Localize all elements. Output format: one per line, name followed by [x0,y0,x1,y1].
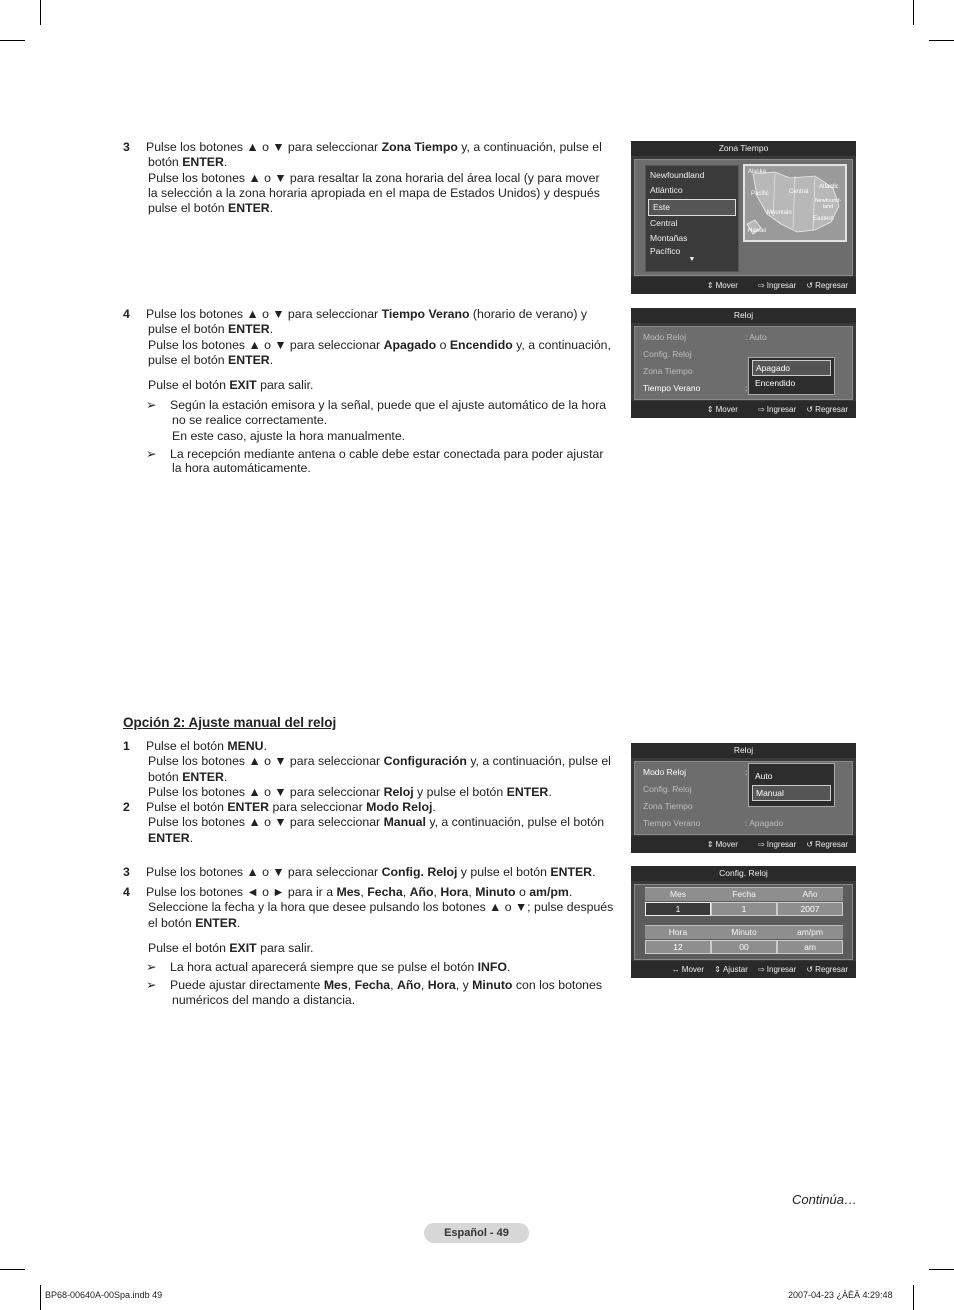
step-2-modo-reloj [123,800,613,846]
text: Pulse los botones ▲ o ▼ para seleccionar [146,307,382,321]
field-ano[interactable] [777,887,843,916]
text: el botón [148,915,196,930]
field-label: Minuto [711,925,777,939]
enter-label: Ingresar [766,965,797,974]
text: numéricos del mando a distancia. [172,992,356,1007]
osd-reloj-verano [631,308,856,418]
text: . [269,322,274,337]
text: y, a continuación, pulse el botón [425,815,605,830]
text: botón [148,155,183,170]
timezone-item[interactable]: Newfoundland [650,170,705,180]
option-selected[interactable]: Manual [752,785,831,801]
text-bold: Manual [383,815,426,830]
text: , [360,885,368,899]
text: para seleccionar [269,800,367,814]
text: y, a continuación, pulse el [466,754,611,769]
text: y, a continuación, pulse el [457,140,602,154]
text: pulse el botón [148,352,228,367]
text: . [263,739,267,753]
timezone-map [743,164,847,242]
osd-panel [634,326,853,400]
map-label: Pacific [751,191,769,197]
note [146,398,613,444]
arrow-icon: ➢ [146,960,157,975]
text: Pulse el botón [148,940,230,955]
text: Pulse el botón [148,378,230,393]
text: Pulse los botones ▲ o ▼ para resaltar la zona horaria del área local (y para mover [148,170,600,185]
timezone-item[interactable]: Pacífico [650,246,681,257]
arrow-icon: ➢ [146,447,157,462]
option[interactable]: Auto [755,771,773,781]
text: y pulse el botón [457,865,551,879]
note [146,978,613,1006]
text: no se realice correctamente. [172,412,328,427]
text-bold: ENTER [550,865,593,879]
text: Pulse los botones ▲ o ▼ para seleccionar [148,337,384,352]
map-label: Mountain [767,210,792,216]
step-4-tiempo-verano [123,307,613,475]
field-mes[interactable] [645,887,711,916]
text-bold: MENU [227,739,264,753]
timezone-item[interactable]: Central [650,217,678,228]
text: Según la estación emisora y la señal, puede que el ajuste automático de la hora [170,398,607,413]
text-bold: Año [396,978,421,993]
text-bold: Tiempo Verano [381,307,470,321]
field-value[interactable]: 1 [645,902,711,916]
text: Pulse el botón [146,739,228,753]
text: Pulse los botones ▲ o ▼ para seleccionar [148,784,384,799]
osd-footer [631,961,856,978]
page-number: Español - 49 [424,1223,529,1243]
adjust-icon: ⇕ [714,965,721,974]
menu-colon: : [745,383,748,393]
move-label: Mover [681,965,705,974]
enter-icon: ⇨ [758,405,765,414]
text-bold: Reloj [383,784,414,799]
move-icon: ⇕ [706,405,714,414]
text: o [515,885,530,899]
text-bold: Configuración [383,754,467,769]
text: Pulse el botón [146,800,228,814]
menu-row[interactable]: Zona Tiempo [643,366,693,376]
text: para salir. [256,378,314,393]
text: . [592,865,596,879]
crop-mark [929,1269,954,1270]
text: , [420,978,428,993]
text-bold: ENTER [228,201,270,216]
osd-title: Reloj [631,308,856,323]
back-label: Regresar [815,281,848,290]
map-label: Atlantic [819,184,839,190]
print-date-info: 2007-04-23 ¿ÀÈÄ 4:29:48 [788,1290,893,1300]
text-bold: Fecha [354,978,391,993]
field-value[interactable]: 00 [711,940,777,954]
back-icon: ↺ [806,281,814,290]
back-label: Regresar [815,840,848,849]
text: pulse el botón [148,322,228,337]
field-value[interactable]: 2007 [777,902,843,916]
timezone-item[interactable]: Montañas [650,233,688,244]
text: pulse el botón [148,201,228,216]
text: para salir. [256,940,314,955]
map-label: Alaska [748,169,767,175]
enter-label: Ingresar [766,840,797,849]
text: la selección a la zona horaria apropiada en el mapa de Estados Unidos) y después [148,185,600,200]
text: . [236,915,241,930]
text-bold: Minuto [475,885,516,899]
field-label: Fecha [711,887,777,901]
timezone-item[interactable]: Atlántico [650,185,683,196]
option[interactable]: Encendido [755,378,796,388]
text: , [390,978,397,993]
map-label: Newfound-land [814,198,842,210]
move-label: Mover [715,281,738,290]
text-bold: Zona Tiempo [381,140,458,154]
osd-footer [631,277,856,294]
field-label: Hora [645,925,711,939]
enter-icon: ⇨ [758,840,765,849]
timezone-list [645,165,739,272]
osd-footer [631,401,856,418]
text-bold: Minuto [472,978,513,993]
menu-row-active[interactable]: Modo Reloj [643,767,686,777]
enter-label: Ingresar [766,405,797,414]
text-bold: Encendido [449,337,513,352]
osd-title: Config. Reloj [631,866,856,881]
text: Pulse los botones ▲ o ▼ para seleccionar [148,754,384,769]
text: Pulse los botones ▲ o ▼ para seleccionar [148,815,384,830]
adjust-label: Ajustar [722,965,748,974]
text: . [223,769,228,784]
menu-row[interactable]: Config. Reloj [643,784,692,794]
field-value[interactable]: am [777,940,843,954]
step-number: 1 [123,739,130,753]
field-label: Mes [645,887,711,901]
enter-icon: ⇨ [758,965,765,974]
map-label: Central [789,189,809,195]
move-lr-icon: ↔ [671,965,680,974]
text-bold: Año [409,885,434,899]
osd-footer [631,836,856,853]
text: . [432,800,436,814]
field-label: Año [777,887,843,901]
crop-mark [929,40,954,41]
text: . [548,784,552,799]
arrow-icon: ➢ [146,398,157,413]
osd-panel [634,761,853,835]
step-number: 4 [123,307,130,321]
text: . [568,885,573,899]
text: . [189,830,194,845]
crop-mark [40,1285,41,1310]
text: y, a continuación, [512,337,611,352]
text: botón [148,769,183,784]
continued-label: Continúa… [791,1192,857,1207]
step-number: 3 [123,140,130,154]
text: . [269,201,274,216]
text-bold: Mes [336,885,361,899]
osd-title: Reloj [631,743,856,758]
back-icon: ↺ [806,965,814,974]
text: y pulse el botón [413,784,507,799]
text: , [468,885,476,899]
field-ampm[interactable] [777,925,843,954]
text-bold: INFO [477,960,507,975]
text-bold: Mes [323,978,348,993]
osd-reloj-modo [631,743,856,853]
text-bold: am/pm [529,885,569,899]
crop-mark [0,1269,25,1270]
menu-colon: : [745,767,748,777]
text: con los botones [512,978,603,993]
field-fecha[interactable] [711,887,777,916]
text-bold: Fecha [367,885,403,899]
menu-value: : Apagado [745,818,784,828]
enter-label: Ingresar [766,281,797,290]
text-bold: ENTER [148,830,190,845]
crop-mark [913,0,914,25]
step-number: 3 [123,865,130,879]
text: . [269,352,274,367]
move-label: Mover [715,840,738,849]
step-number: 2 [123,800,130,814]
step-3-config-reloj [123,865,613,880]
osd-title: Zona Tiempo [631,141,856,156]
options-popup [748,763,835,807]
text-bold: ENTER [506,784,549,799]
text: , y [455,978,473,993]
osd-panel [634,884,853,960]
osd-panel [634,159,853,276]
enter-icon: ⇨ [758,281,765,290]
text-bold: Hora [427,978,456,993]
text: Puede ajustar directamente [170,978,324,993]
field-label: am/pm [777,925,843,939]
text-bold: Modo Reloj [366,800,433,814]
text: . [507,960,511,975]
menu-row[interactable]: Tiempo Verano [643,818,701,828]
note [146,447,613,475]
text: Pulse los botones ▲ o ▼ para seleccionar [146,865,382,879]
text: o [436,337,450,352]
text: , [433,885,441,899]
text-bold: ENTER [182,155,224,170]
text-bold: ENTER [195,915,237,930]
menu-row[interactable]: Modo Reloj [643,332,686,342]
text: Pulse los botones ▲ o ▼ para seleccionar [146,140,382,154]
text-bold: ENTER [228,322,270,337]
text: , [402,885,410,899]
text: Seleccione la fecha y la hora que desee pulsando los botones ▲ o ▼; pulse después [148,900,614,915]
field-hora[interactable] [645,925,711,954]
step-4-ajuste-fecha [123,885,613,1007]
text: La hora actual aparecerá siempre que se pulse el botón [170,960,478,975]
text-bold: ENTER [228,352,270,367]
text-bold: Hora [440,885,469,899]
step-number: 4 [123,885,130,899]
menu-value: : Auto [745,332,767,342]
scroll-down-icon[interactable]: ▼ [688,256,696,264]
text: La recepción mediante antena o cable debe estar conectada para poder ajustar [170,447,604,462]
text: la hora automáticamente. [172,461,311,476]
text-bold: EXIT [229,378,257,393]
field-value[interactable]: 1 [711,902,777,916]
print-file-info: BP68-00640A-00Spa.indb 49 [45,1290,163,1300]
menu-row[interactable]: Zona Tiempo [643,801,693,811]
back-icon: ↺ [806,405,814,414]
move-icon: ⇕ [706,281,714,290]
text-bold: ENTER [182,769,224,784]
crop-mark [40,0,41,25]
crop-mark [913,1285,914,1310]
text-bold: Config. Reloj [381,865,458,879]
text: (horario de verano) y [469,307,588,321]
text-bold: Apagado [383,337,437,352]
text: , [347,978,355,993]
osd-config-reloj [631,866,856,978]
option-selected[interactable]: Apagado [752,360,831,376]
back-label: Regresar [815,405,848,414]
move-icon: ⇕ [706,840,714,849]
note [146,960,613,975]
options-popup [748,357,835,395]
menu-row[interactable]: Config. Reloj [643,349,692,359]
text-bold: EXIT [229,940,257,955]
move-label: Mover [715,405,738,414]
section-heading: Opción 2: Ajuste manual del reloj [123,715,337,730]
step-1-menu [123,739,613,800]
menu-row-active[interactable]: Tiempo Verano [643,383,701,393]
crop-mark [0,40,25,41]
timezone-item-selected[interactable]: Este [648,199,736,216]
field-value[interactable]: 12 [645,940,711,954]
text: Pulse los botones ◄ o ► para ir a [146,885,337,899]
back-label: Regresar [815,965,848,974]
osd-zona-tiempo [631,141,856,294]
text: . [223,155,228,170]
text: En este caso, ajuste la hora manualmente. [172,428,406,443]
arrow-icon: ➢ [146,978,157,993]
back-icon: ↺ [806,840,814,849]
map-label: Eastern [813,216,834,222]
step-3-zona-tiempo [123,140,613,216]
field-minuto[interactable] [711,925,777,954]
map-label: Hawaii [748,228,767,234]
text-bold: ENTER [227,800,270,814]
